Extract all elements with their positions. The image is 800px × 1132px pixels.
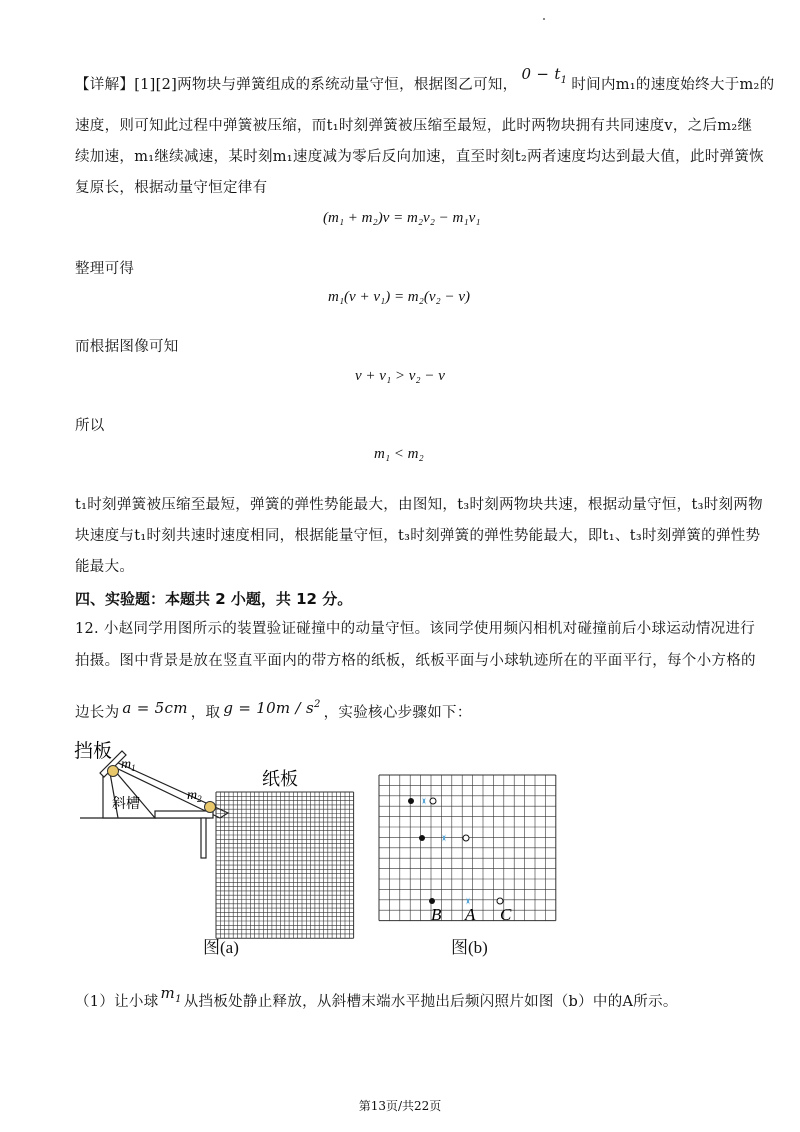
label-point-A: A (465, 905, 476, 924)
paragraph1-line4: 复原长，根据动量守恒定律有 (75, 180, 268, 196)
question12-line2: 拍摄。图中背景是放在竖直平面内的带方格的纸板，纸板平面与小球轨迹所在的平面平行，每个小方格的 (75, 653, 756, 669)
photo-grid (379, 775, 556, 921)
p1-line1-formula (521, 65, 568, 86)
paragraph2-line1: t₁时刻弹簧被压缩至最短，弹簧的弹性势能最大，由图知，t₃时刻两物块共速，根据动量守恒，t₃时刻两物 (75, 497, 763, 513)
ball-hollow-row2 (463, 835, 469, 841)
label-m2: $m_2$ (187, 788, 202, 804)
equation-3: v + v₁ > v₂ − v (355, 368, 445, 384)
text-zhengli: 整理可得 (75, 261, 135, 277)
q12-line3-mid: ，取 (190, 705, 221, 721)
board-grid (216, 792, 354, 938)
formula-0-t: 0 − t (521, 65, 561, 83)
star-row2 (442, 834, 446, 842)
ball-filled-row2 (419, 835, 425, 841)
g-value-sup: 2 (313, 699, 321, 710)
ball-filled-row3 (429, 898, 435, 904)
step1-m: m (160, 984, 176, 1002)
paragraph1-line1 (75, 65, 775, 101)
paragraph2-line2: 块速度与t₁时刻共速时速度相同，根据能量守恒，t₃时刻弹簧的弹性势能最大，即t₁、t₃时刻弹簧的弹性势 (75, 528, 761, 544)
p1-line1-prefix: 【详解】[1][2]两物块与弹簧组成的系统动量守恒，根据图乙可知， (75, 77, 518, 93)
step1-line (75, 984, 678, 1018)
formula-sub-1: 1 (560, 75, 568, 86)
step1-suffix: 从挡板处静止释放，从斜槽末端水平抛出后频闪照片如图（b）中的A所示。 (183, 994, 678, 1010)
table-post (201, 818, 206, 858)
ball-hollow-row3 (497, 898, 503, 904)
ball-m2 (205, 802, 216, 813)
section-heading: 四、实验题：本题共 2 小题，共 12 分。 (75, 590, 353, 608)
text-suoyi: 所以 (75, 418, 105, 434)
equation-1: (m₁ + m₂)v = m₂v₂ − m₁v₁ (323, 210, 481, 226)
caption-b: 图(b) (451, 938, 488, 957)
label-chute: 斜槽 (112, 796, 140, 812)
label-m1: $m_1$ (121, 757, 136, 773)
g-value-text: g = 10m / s (223, 699, 314, 717)
ball-filled-row1 (408, 798, 414, 804)
q12-line3-prefix: 边长为 (75, 705, 120, 721)
text-tuxiang: 而根据图像可知 (75, 339, 179, 355)
paragraph1-line2: 速度，则可知此过程中弹簧被压缩，而t₁时刻弹簧被压缩至最短，此时两物块拥有共同速度v，之后m₂继 (75, 118, 753, 134)
q12-g-value (223, 699, 320, 717)
figure-b (370, 770, 570, 935)
step1-prefix: （1）让小球 (75, 994, 159, 1010)
stray-dot (543, 18, 545, 20)
star-row3 (466, 897, 470, 905)
equation-4: m₁ < m₂ (374, 446, 424, 462)
question12-line3 (75, 699, 472, 723)
label-point-C: C (500, 905, 512, 924)
horizontal-track (155, 811, 213, 818)
ball-hollow-row1 (430, 798, 436, 804)
label-board: 纸板 (262, 769, 298, 790)
label-baffle: 挡板 (74, 740, 113, 762)
paragraph2-line3: 能最大。 (75, 559, 135, 575)
step1-m-sub: 1 (175, 994, 182, 1005)
label-point-B: B (431, 905, 442, 924)
ball-m1 (108, 766, 119, 777)
star-row1 (422, 797, 426, 805)
step1-m1 (160, 984, 182, 1005)
question12-line1: 12. 小赵同学用图所示的装置验证碰撞中的动量守恒。该同学使用频闪相机对碰撞前后小球运动情况进行 (75, 621, 756, 637)
q12-line3-suffix: ，实验核心步骤如下： (323, 705, 472, 721)
q12-a-value: a = 5cm (122, 699, 188, 717)
p1-line1-suffix: 时间内m₁的速度始终大于m₂的 (571, 77, 775, 93)
figure-a (70, 735, 370, 965)
paragraph1-line3: 续加速，m₁继续减速，某时刻m₁速度减为零后反向加速，直至时刻t₂两者速度均达到最大值，此时弹簧恢 (75, 149, 764, 165)
page-footer: 第13页/共22页 (358, 1099, 442, 1113)
equation-2: m₁(v + v₁) = m₂(v₂ − v) (328, 289, 471, 305)
caption-a: 图(a) (203, 938, 239, 957)
